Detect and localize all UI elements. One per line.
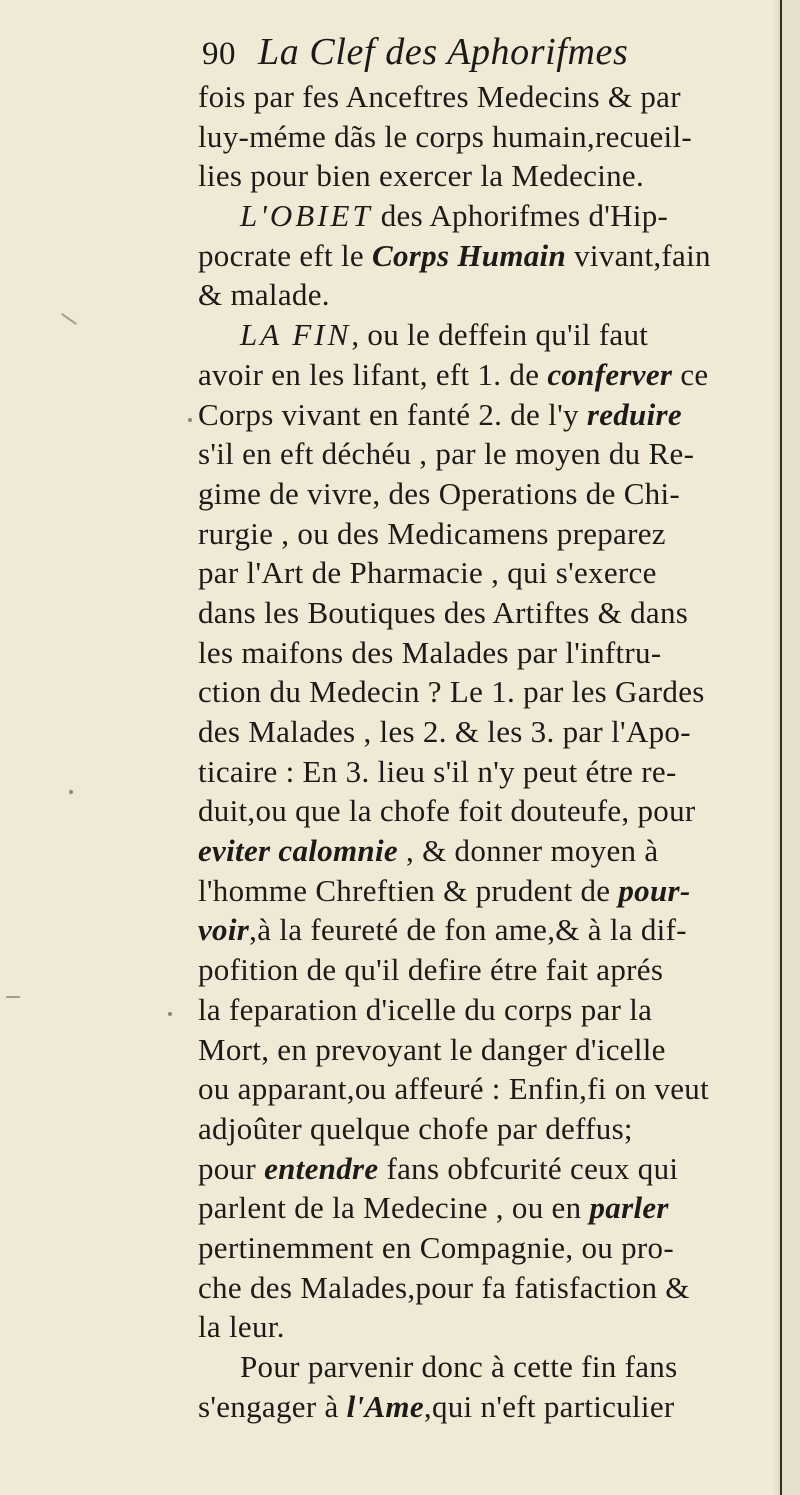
text-segment: adjoûter quelque chofe par deffus; xyxy=(198,1110,633,1146)
text-line xyxy=(198,236,772,276)
text-line xyxy=(198,791,772,831)
text-segment: ou apparant,ou affeuré : Enfin,fi on veut xyxy=(198,1071,709,1107)
text-segment: ticaire : En 3. lieu s'il n'y peut étre re- xyxy=(198,753,677,789)
text-segment: la feparation d'icelle du corps par la xyxy=(198,991,653,1027)
text-segment: les maifons des Malades par l'inftru- xyxy=(198,634,662,670)
text-segment: fans obfcurité ceux qui xyxy=(378,1150,679,1186)
text-segment: l'homme Chreftien & prudent de xyxy=(198,872,619,908)
text-segment: l'Ame xyxy=(346,1388,424,1424)
text-segment: ,qui n'eft particulier xyxy=(423,1388,675,1424)
text-line xyxy=(198,395,772,435)
body-text xyxy=(198,77,772,1426)
margin-mark xyxy=(6,996,20,998)
text-segment: che des Malades,pour fa fatisfaction & xyxy=(198,1269,690,1305)
text-segment: vivant,fain xyxy=(566,237,711,273)
text-segment: rurgie , ou des Medicamens preparez xyxy=(198,515,666,551)
text-segment: s'il en eft déchéu , par le moyen du Re- xyxy=(198,436,695,472)
text-segment: Pour parvenir donc à cette fin fans xyxy=(240,1349,678,1384)
text-segment: ,à la feureté de fon ame,& à la dif- xyxy=(249,912,687,948)
text-line xyxy=(198,355,772,395)
text-segment: reduire xyxy=(586,396,682,432)
text-line xyxy=(198,315,772,355)
text-line xyxy=(198,950,772,990)
text-segment: , ou le deffein qu'il faut xyxy=(351,317,649,353)
ink-speck xyxy=(69,790,73,794)
text-segment: ce xyxy=(672,356,709,392)
text-segment: pertinemment en Compagnie, ou pro- xyxy=(198,1229,674,1265)
text-segment: eviter calomnie xyxy=(198,833,398,869)
text-line xyxy=(198,1109,772,1149)
text-line xyxy=(198,1030,772,1070)
text-line xyxy=(198,156,772,196)
text-segment: Corps vivant en fanté 2. de l'y xyxy=(198,396,587,432)
text-segment: , & donner moyen à xyxy=(397,833,659,869)
text-line xyxy=(198,1268,772,1308)
text-line xyxy=(198,514,772,554)
text-line xyxy=(198,672,772,712)
text-line xyxy=(198,1228,772,1268)
ink-speck xyxy=(188,418,192,422)
text-segment: gime de vivre, des Operations de Chi- xyxy=(198,475,681,511)
text-line xyxy=(198,1347,772,1387)
text-line xyxy=(198,1307,772,1347)
text-segment: parlent de la Medecine , ou en xyxy=(198,1190,590,1226)
text-segment: s'engager à xyxy=(198,1388,347,1424)
text-segment: voir xyxy=(198,912,250,948)
page-header xyxy=(202,30,762,82)
text-segment: ction du Medecin ? Le 1. par les Gardes xyxy=(198,674,705,710)
text-segment: fois par fes Anceftres Medecins & par xyxy=(198,79,681,114)
text-line xyxy=(198,196,772,236)
text-segment: la leur. xyxy=(198,1309,285,1345)
text-line xyxy=(198,712,772,752)
text-line xyxy=(198,593,772,633)
text-line xyxy=(198,1387,772,1427)
text-segment: parler xyxy=(589,1190,669,1226)
text-segment: entendre xyxy=(264,1150,379,1186)
text-line xyxy=(198,474,772,514)
page-number: 90 xyxy=(202,36,236,72)
text-segment: des Aphorifmes d'Hip- xyxy=(372,198,669,234)
text-segment: pofition de qu'il defire étre fait aprés xyxy=(198,952,664,988)
text-segment: avoir en les lifant, eft 1. de xyxy=(198,356,548,392)
running-title: La Clef des Aphorifmes xyxy=(258,31,629,73)
text-segment: & malade. xyxy=(198,277,330,313)
text-segment: duit,ou que la chofe foit douteufe, pour xyxy=(198,793,696,829)
text-line xyxy=(198,117,772,157)
text-line xyxy=(198,752,772,792)
text-line xyxy=(198,77,772,117)
text-segment: Mort, en prevoyant le danger d'icelle xyxy=(198,1031,666,1067)
text-segment: luy-méme dãs le corps humain,recueil- xyxy=(198,118,693,154)
text-line xyxy=(198,434,772,474)
ink-speck xyxy=(168,1012,172,1016)
text-line xyxy=(198,871,772,911)
text-segment: par l'Art de Pharmacie , qui s'exerce xyxy=(198,555,657,591)
text-line xyxy=(198,553,772,593)
text-segment: pocrate eft le xyxy=(198,237,373,273)
margin-mark xyxy=(61,313,77,325)
text-segment: LA FIN xyxy=(240,317,352,353)
text-segment: pour xyxy=(198,1150,265,1186)
text-segment: des Malades , les 2. & les 3. par l'Apo- xyxy=(198,714,691,749)
text-segment: conferver xyxy=(547,356,673,392)
text-segment: Corps Humain xyxy=(372,237,567,273)
text-line xyxy=(198,275,772,315)
text-line xyxy=(198,1188,772,1228)
page-gutter xyxy=(780,0,800,1495)
text-line xyxy=(198,990,772,1030)
text-line xyxy=(198,910,772,950)
text-segment: L'OBIET xyxy=(240,198,373,234)
text-line xyxy=(198,1069,772,1109)
text-line xyxy=(198,831,772,871)
text-segment: lies pour bien exercer la Medecine. xyxy=(198,158,645,194)
text-segment: pour- xyxy=(618,872,691,908)
text-segment: dans les Boutiques des Artiftes & dans xyxy=(198,594,689,630)
text-line xyxy=(198,633,772,673)
text-line xyxy=(198,1149,772,1189)
